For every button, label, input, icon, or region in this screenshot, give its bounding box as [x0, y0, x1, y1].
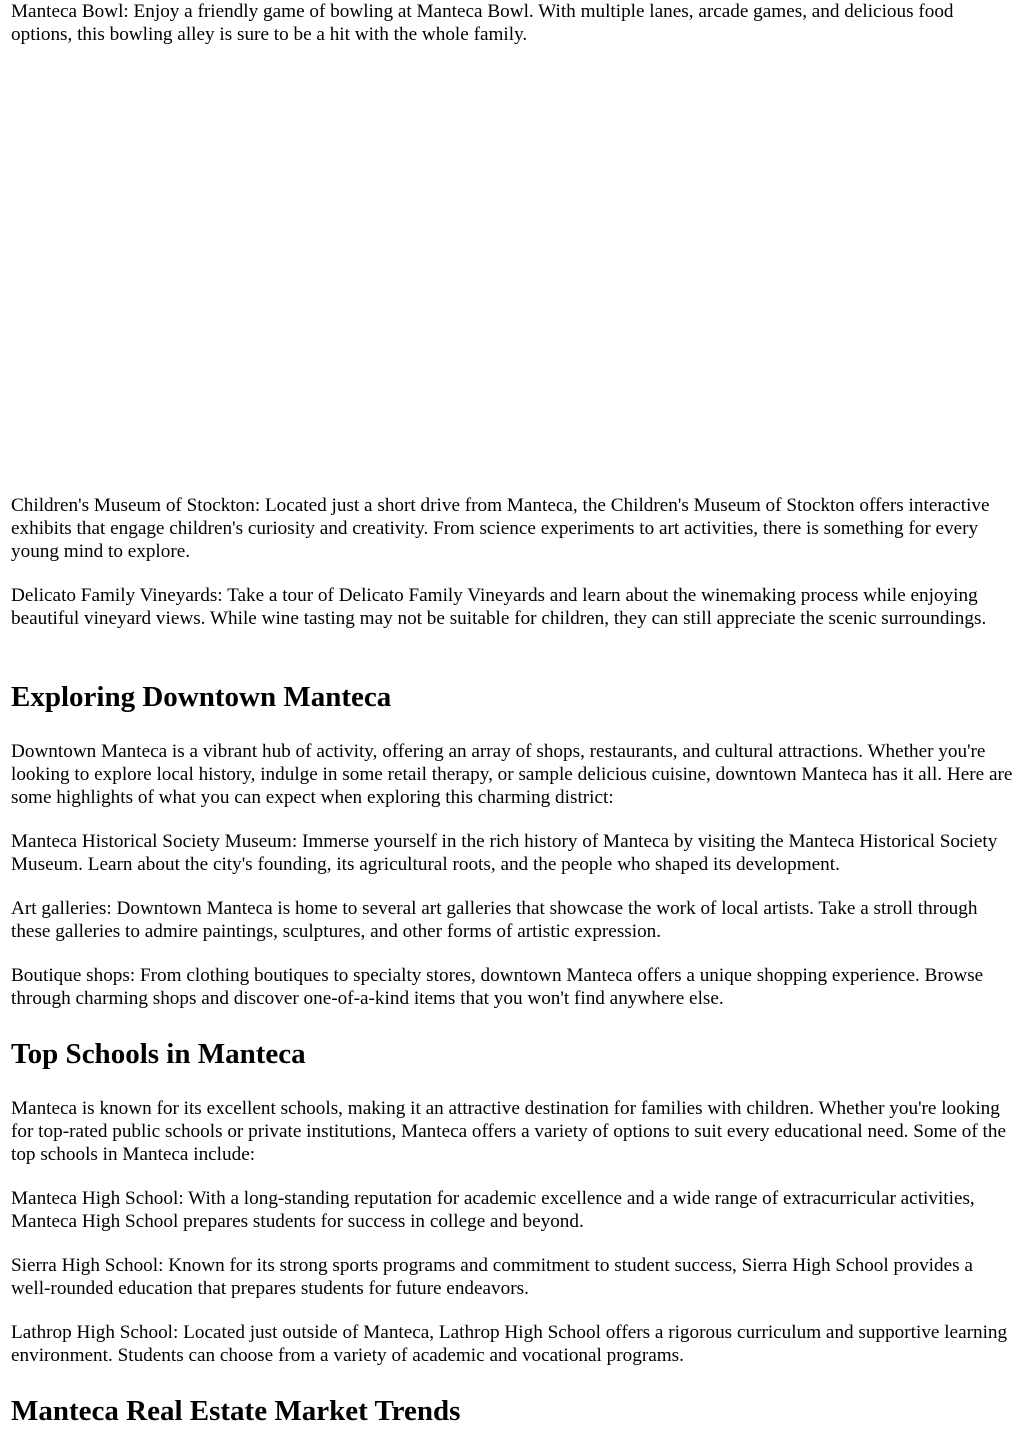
paragraph-schools-intro: Manteca is known for its excellent schools, making it an attractive destination for families with children. Whether you're looking for top-rated public schools or private institutions, Manteca offers a variety of options to suit every educational need. Some of the top schools in Manteca include: [11, 1098, 1006, 1165]
paragraph-historical-museum: Manteca Historical Society Museum: Immerse yourself in the rich history of Manteca by visiting the Manteca Historical Society Museum. Learn about the city's founding, its agricultural roots, and the people who shaped its development. [11, 831, 998, 875]
paragraph-art-galleries: Art galleries: Downtown Manteca is home to several art galleries that showcase the work of local artists. Take a stroll through these galleries to admire paintings, sculptures, and other forms of artistic expression. [11, 898, 978, 942]
paragraph-manteca-high: Manteca High School: With a long-standing reputation for academic excellence and a wide range of extracurricular activities, Manteca High School prepares students for success in college and beyond. [11, 1188, 975, 1232]
paragraph-lathrop-high: Lathrop High School: Located just outside of Manteca, Lathrop High School offers a rigorous curriculum and supportive learning environment. Students can choose from a variety of academic and vocational programs. [11, 1322, 1008, 1366]
paragraph-downtown-intro: Downtown Manteca is a vibrant hub of activity, offering an array of shops, restaurants, and cultural attractions. Whether you're looking to explore local history, indulge in some retail therapy, or sample delicious cuisine, downtown Manteca has it all. Here are some highlights of what you can expect when exploring this charming district: [11, 741, 1013, 808]
paragraph-delicato-vineyards: Delicato Family Vineyards: Take a tour of Delicato Family Vineyards and learn about the winemaking process while enjoying beautiful vineyard views. While wine tasting may not be suitable for children, they can still appreciate the scenic surroundings. [11, 585, 987, 629]
heading-real-estate-trends: Manteca Real Estate Market Trends [11, 1395, 461, 1427]
paragraph-sierra-high: Sierra High School: Known for its strong sports programs and commitment to student success, Sierra High School provides a well-rounded education that prepares students for future endeavors. [11, 1255, 973, 1299]
blank-embed-area [11, 48, 1014, 495]
paragraph-boutique-shops: Boutique shops: From clothing boutiques to specialty stores, downtown Manteca offers a unique shopping experience. Browse through charming shops and discover one-of-a-kind items that you won't find anywhere else. [11, 965, 984, 1009]
heading-top-schools: Top Schools in Manteca [11, 1038, 306, 1070]
paragraph-manteca-bowl: Manteca Bowl: Enjoy a friendly game of bowling at Manteca Bowl. With multiple lanes, arcade games, and delicious food options, this bowling alley is sure to be a hit with the whole family. [11, 1, 954, 45]
heading-exploring-downtown: Exploring Downtown Manteca [11, 681, 392, 713]
paragraph-childrens-museum: Children's Museum of Stockton: Located just a short drive from Manteca, the Children's Museum of Stockton offers interactive exhibits that engage children's curiosity and creativity. From science experiments to art activities, there is something for every young mind to explore. [11, 495, 990, 562]
